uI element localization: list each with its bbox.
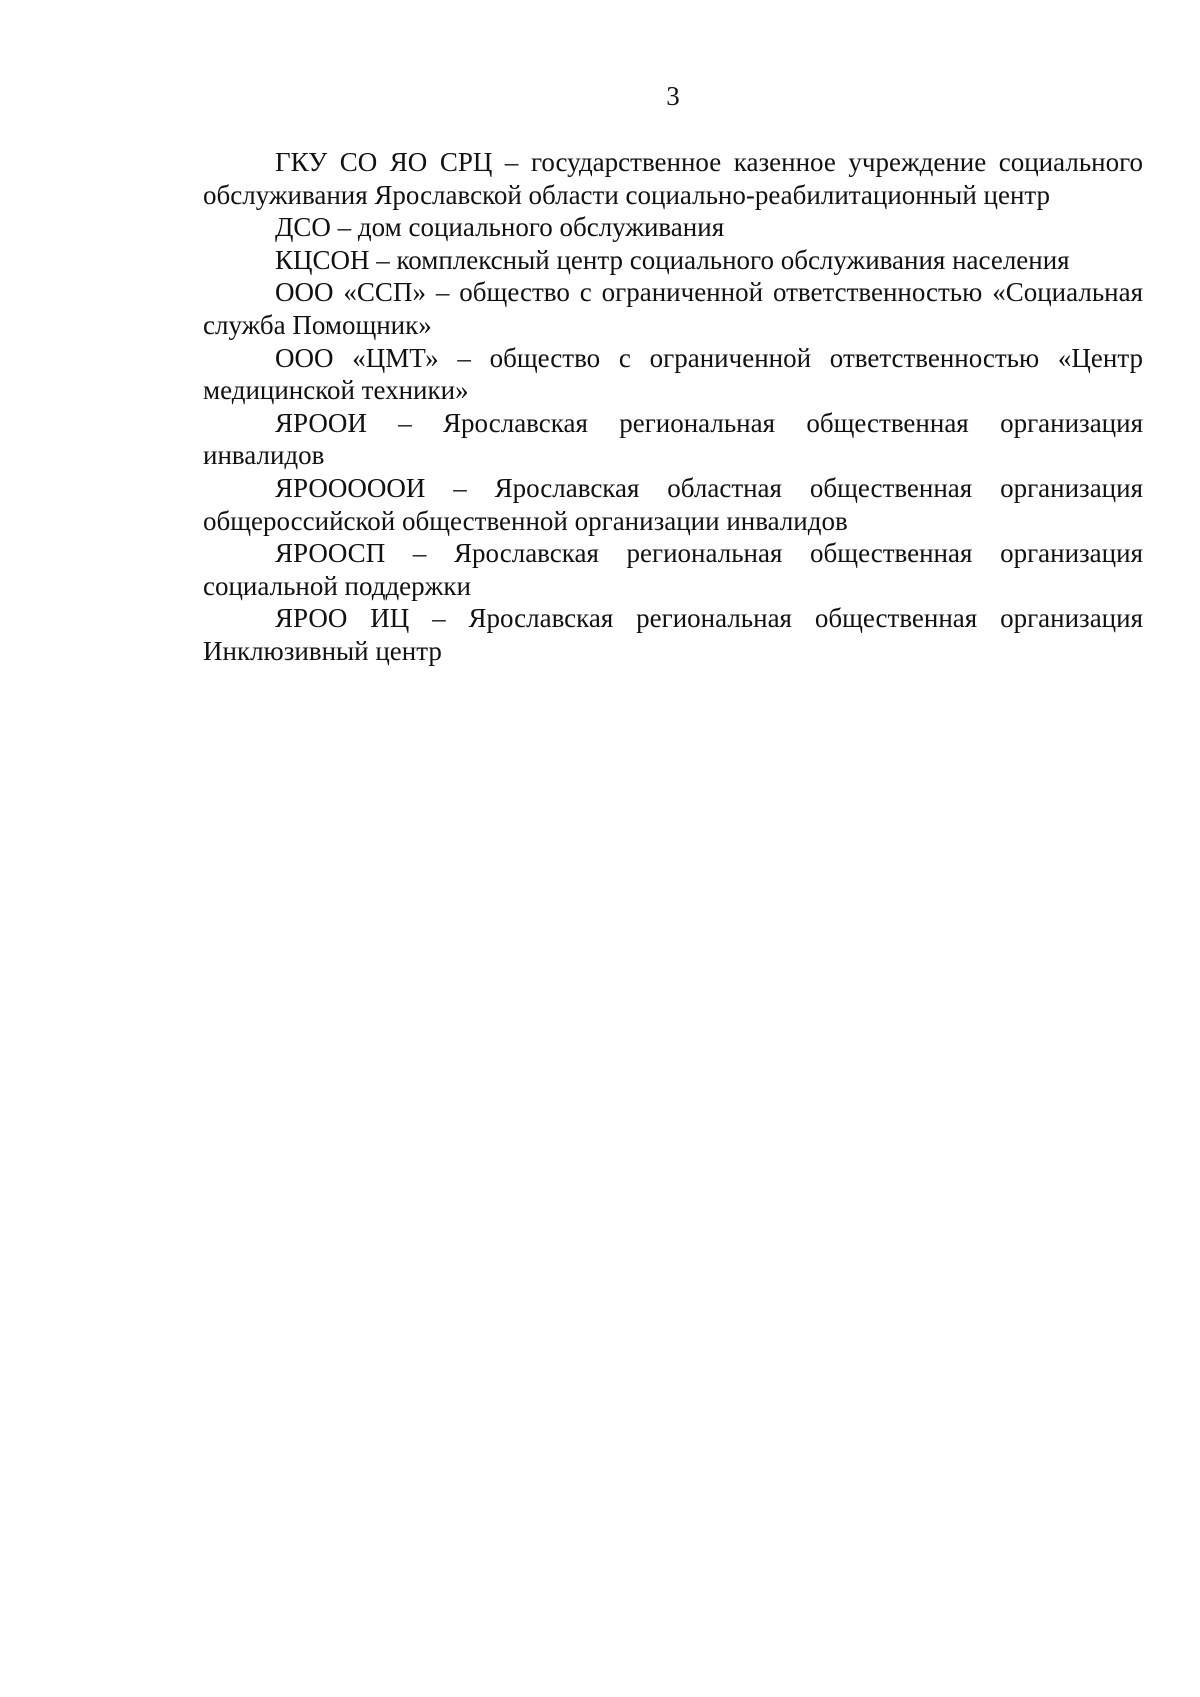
abbreviation-entry: ООО «ЦМТ» – общество с ограниченной ответственностью «Центр медицинской техники» xyxy=(203,342,1143,406)
abbreviation-entry: ЯРОО ИЦ – Ярославская региональная общественная организация Инклюзивный центр xyxy=(203,603,1143,666)
abbreviations-list xyxy=(203,146,1143,668)
abbreviation-entry: ЯРООИ – Ярославская региональная общественная организация инвалидов xyxy=(203,407,1143,471)
abbreviation-entry: ООО «ССП» – общество с ограниченной ответственностью «Социальная служба Помощник» xyxy=(203,277,1143,340)
abbreviation-entry: ГКУ СО ЯО СРЦ – государственное казенное учреждение социального обслуживания Ярославской области социально-реабилитационный центр xyxy=(203,147,1143,210)
abbreviation-entry: ЯРООСП – Ярославская региональная общественная организация социальной поддержки xyxy=(203,538,1143,601)
abbreviation-entry: КЦСОН – комплексный центр социального обслуживания населения xyxy=(275,244,1070,275)
abbreviation-entry: ЯРОООООИ – Ярославская областная общественная организация общероссийской общественной организации инвалидов xyxy=(203,472,1143,536)
abbreviation-entry: ДСО – дом социального обслуживания xyxy=(275,212,725,243)
page-number: 3 xyxy=(666,81,680,111)
